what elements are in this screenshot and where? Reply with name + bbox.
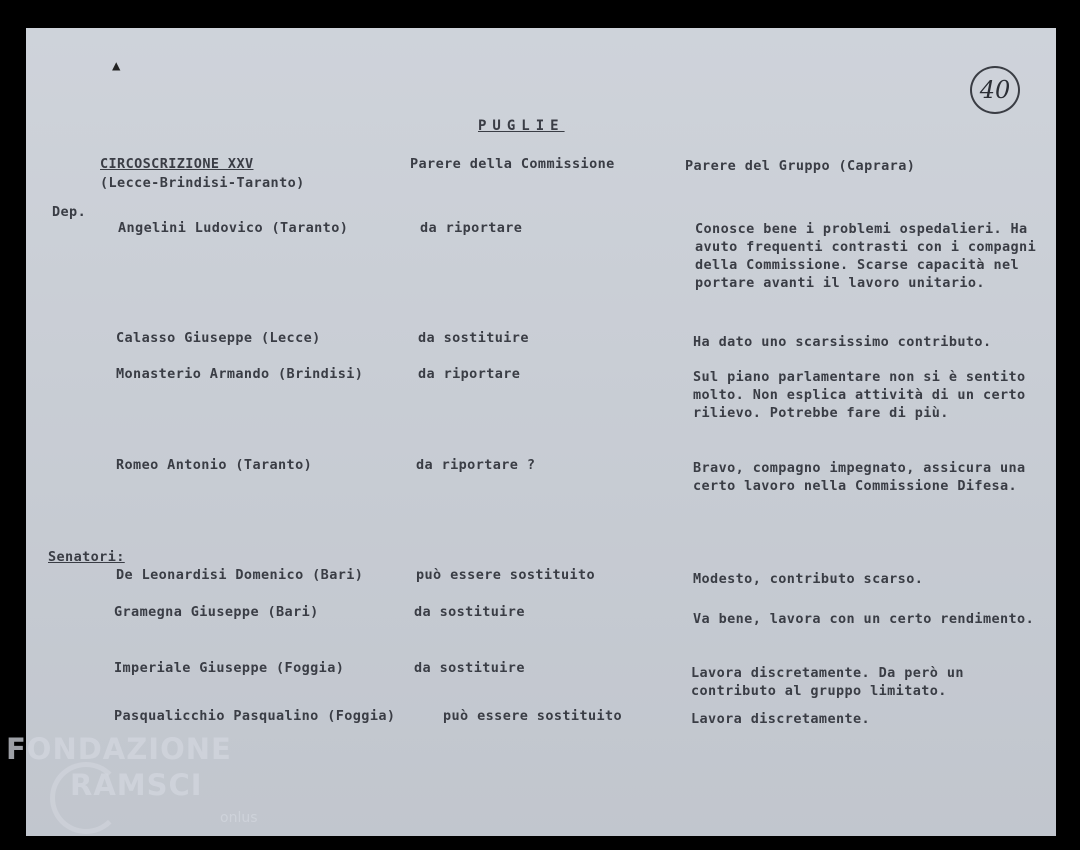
deputato-gruppo: Ha dato uno scarsissimo contributo. [693, 334, 992, 350]
ink-mark: ▲ [112, 58, 121, 74]
deputato-name: Angelini Ludovico (Taranto) [118, 220, 349, 236]
deputato-commissione: da riportare [418, 366, 521, 382]
senatore-name: Pasqualicchio Pasqualino (Foggia) [114, 708, 396, 724]
deputato-commissione: da sostituire [418, 330, 529, 346]
deputato-gruppo: Sul piano parlamentare non si è sentito molto. Non esplica attività di un certo rilievo. Potrebbe fare di più. [693, 369, 1026, 421]
column-header-commissione: Parere della Commissione [410, 156, 615, 172]
senatore-commissione: può essere sostituito [416, 567, 596, 583]
page-number: 40 [970, 66, 1020, 114]
watermark-line3: onlus [220, 810, 258, 826]
senatore-name: Imperiale Giuseppe (Foggia) [114, 660, 345, 676]
dep-label: Dep. [52, 204, 87, 220]
column-header-gruppo: Parere del Gruppo (Caprara) [685, 158, 916, 174]
deputato-commissione: da riportare ? [416, 457, 536, 473]
deputato-name: Calasso Giuseppe (Lecce) [116, 330, 321, 346]
senatore-commissione: da sostituire [414, 660, 525, 676]
senatore-name: De Leonardisi Domenico (Bari) [116, 567, 364, 583]
deputato-gruppo: Bravo, compagno impegnato, assicura una certo lavoro nella Commissione Difesa. [693, 460, 1026, 494]
senatori-label: Senatori: [48, 549, 125, 565]
document-title: PUGLIE [478, 118, 565, 134]
senatore-gruppo: Va bene, lavora con un certo rendimento. [693, 611, 1035, 627]
deputato-name: Monasterio Armando (Brindisi) [116, 366, 364, 382]
watermark-line1: FONDAZIONE [6, 732, 232, 766]
senatore-gruppo: Lavora discretamente. [691, 711, 871, 727]
senatore-commissione: da sostituire [414, 604, 525, 620]
region-list: (Lecce-Brindisi-Taranto) [100, 175, 305, 191]
watermark-line2: RAMSCI [70, 768, 203, 802]
circoscrizione-heading: CIRCOSCRIZIONE XXV [100, 156, 254, 172]
senatore-gruppo: Modesto, contributo scarso. [693, 571, 924, 587]
senatore-commissione: può essere sostituito [443, 708, 623, 724]
deputato-name: Romeo Antonio (Taranto) [116, 457, 313, 473]
senatore-gruppo: Lavora discretamente. Da però un contributo al gruppo limitato. [691, 665, 964, 699]
senatore-name: Gramegna Giuseppe (Bari) [114, 604, 319, 620]
deputato-commissione: da riportare [420, 220, 523, 236]
deputato-gruppo: Conosce bene i problemi ospedalieri. Ha avuto frequenti contrasti con i compagni della Commissione. Scarse capacità nel portare avanti il lavoro unitario. [695, 221, 1037, 291]
watermark-logo [6, 732, 258, 826]
